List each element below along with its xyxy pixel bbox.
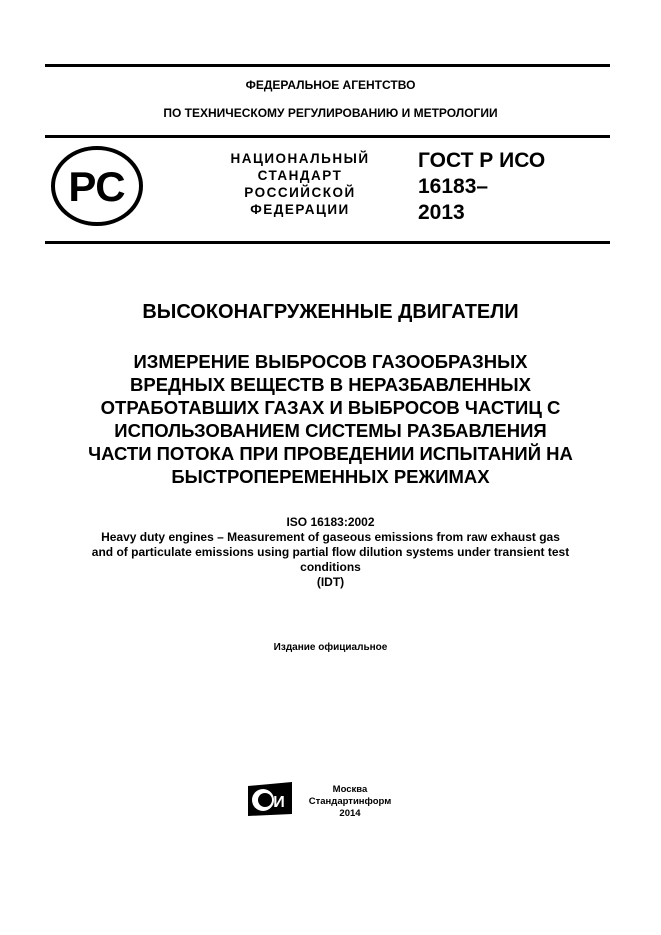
national-line: ФЕДЕРАЦИИ	[250, 202, 350, 217]
rule-3	[45, 241, 610, 244]
agency-line-1: ФЕДЕРАЛЬНОЕ АГЕНТСТВО	[245, 78, 416, 92]
main-title: ВЫСОКОНАГРУЖЕННЫЕ ДВИГАТЕЛИ	[142, 301, 519, 323]
designation-line: ГОСТ Р ИСО	[418, 149, 546, 172]
top-rule	[45, 64, 610, 67]
national-standard-label	[220, 150, 380, 218]
publisher-city: Москва	[332, 784, 368, 795]
national-line: НАЦИОНАЛЬНЫЙ	[230, 151, 370, 166]
standard-designation	[418, 148, 545, 226]
subtitle-line: ОТРАБОТАВШИХ ГАЗАХ И ВЫБРОСОВ ЧАСТИЦ С	[100, 397, 561, 418]
iso-reference	[0, 515, 661, 590]
svg-text:И: И	[273, 794, 285, 811]
iso-title-line: conditions	[300, 560, 361, 574]
iso-number: ISO 16183:2002	[286, 515, 375, 529]
subtitle	[0, 350, 661, 488]
subtitle-line: ЧАСТИ ПОТОКА ПРИ ПРОВЕДЕНИИ ИСПЫТАНИЙ НА	[88, 443, 573, 464]
subtitle-line: ИСПОЛЬЗОВАНИЕМ СИСТЕМЫ РАЗБАВЛЕНИЯ	[114, 420, 547, 441]
standartinform-logo-icon	[246, 780, 294, 820]
publisher-year: 2014	[339, 808, 361, 819]
iso-title-line: Heavy duty engines – Measurement of gaseous emissions from raw exhaust gas	[101, 530, 560, 544]
national-line: РОССИЙСКОЙ	[244, 185, 356, 200]
iso-title-line: and of particulate emissions using partial flow dilution systems under transient test	[91, 545, 570, 559]
subtitle-line: БЫСТРОПЕРЕМЕННЫХ РЕЖИМАХ	[171, 466, 490, 487]
designation-line: 16183–	[418, 175, 489, 198]
subtitle-line: ИЗМЕРЕНИЕ ВЫБРОСОВ ГАЗООБРАЗНЫХ	[133, 351, 528, 372]
edition-label: Издание официальное	[273, 642, 388, 653]
designation-line: 2013	[418, 201, 465, 224]
agency-line-2: ПО ТЕХНИЧЕСКОМУ РЕГУЛИРОВАНИЮ И МЕТРОЛОГИИ	[163, 106, 498, 120]
publisher-name: Стандартинформ	[308, 796, 392, 807]
rule-2	[45, 135, 610, 138]
national-line: СТАНДАРТ	[257, 168, 343, 183]
rst-logo-icon	[50, 145, 145, 227]
subtitle-line: ВРЕДНЫХ ВЕЩЕСТВ В НЕРАЗБАВЛЕННЫХ	[130, 374, 531, 395]
svg-text:РС: РС	[68, 163, 126, 210]
iso-idt: (IDT)	[316, 575, 345, 589]
publisher-info	[305, 784, 395, 820]
